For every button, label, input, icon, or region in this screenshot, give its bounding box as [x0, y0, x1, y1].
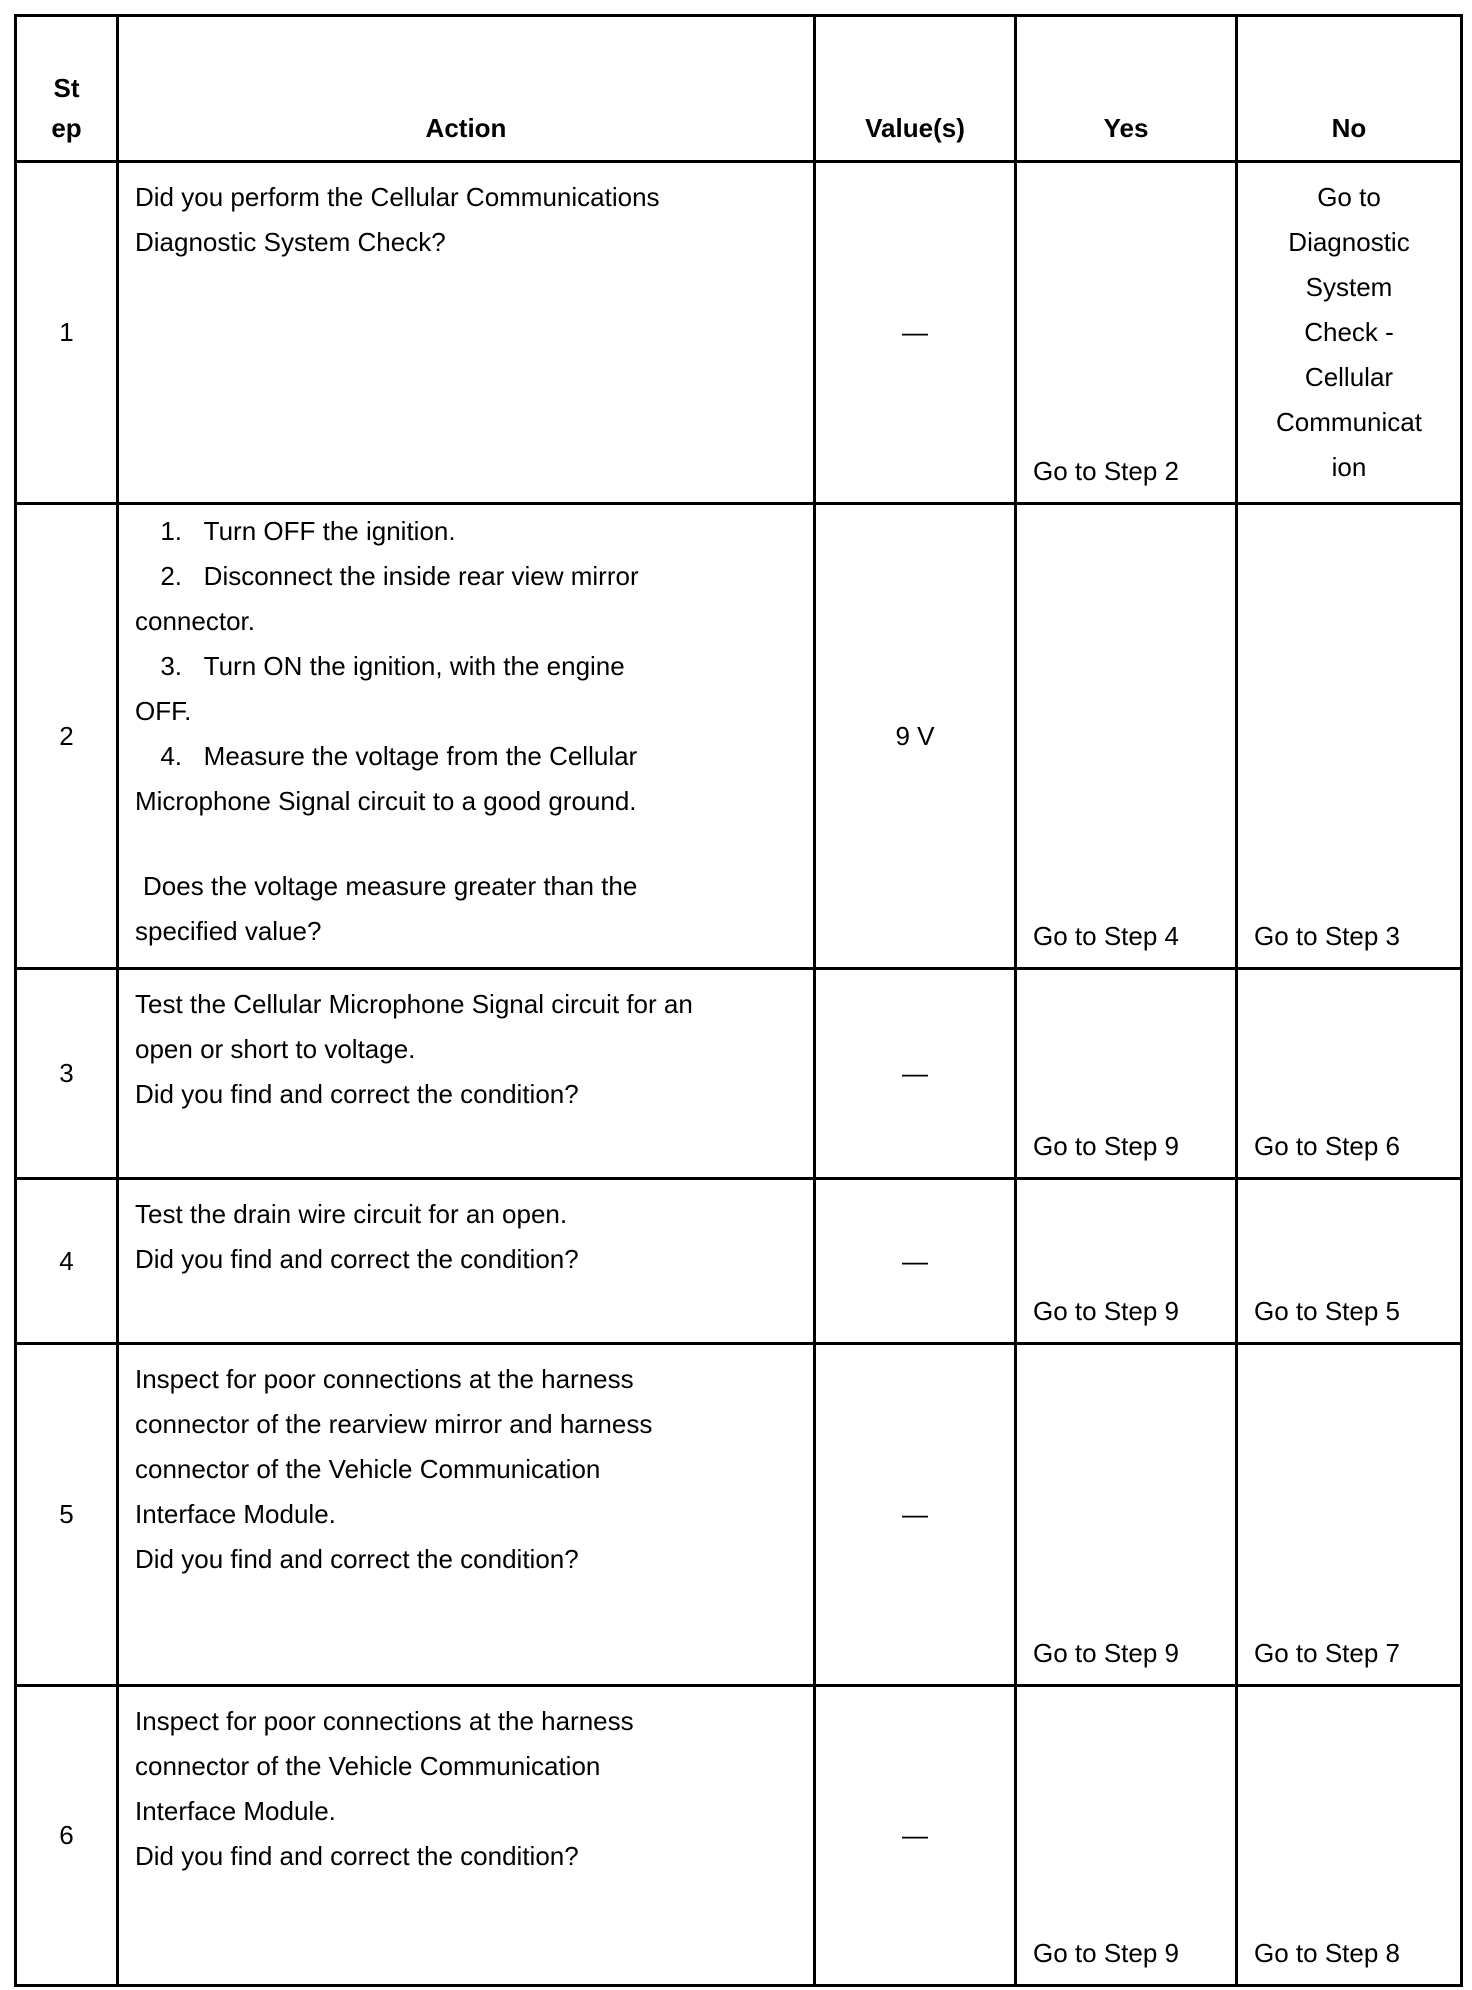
list-number: 1. [160, 516, 182, 546]
list-number: 4. [160, 741, 182, 771]
table-row [16, 162, 1462, 504]
action-cell [118, 1344, 815, 1686]
table-row [16, 969, 1462, 1179]
no-line: Go to [1317, 182, 1381, 212]
no-line: Cellular [1304, 362, 1394, 392]
value-cell: — [815, 1179, 1016, 1344]
list-continuation: connector. [135, 606, 255, 636]
yes-cell: Go to Step 4 [1016, 504, 1237, 969]
no-cell: Go to Step 7 [1237, 1344, 1462, 1686]
step-number: 1 [16, 162, 118, 504]
table-row [16, 1179, 1462, 1344]
action-line: open or short to voltage. [135, 1034, 416, 1064]
no-line: Diagnostic [1288, 227, 1410, 257]
table-row [16, 1344, 1462, 1686]
step-number: 3 [16, 969, 118, 1179]
action-line: connector of the rearview mirror and harness [135, 1409, 653, 1439]
no-cell: Go to Step 5 [1237, 1179, 1462, 1344]
yes-cell: Go to Step 9 [1016, 1344, 1237, 1686]
action-line: Diagnostic System Check? [135, 227, 446, 257]
no-line: ion [1331, 452, 1367, 482]
list-text: Disconnect the inside rear view mirror [203, 561, 639, 591]
list-continuation: OFF. [135, 696, 192, 726]
action-cell [118, 1179, 815, 1344]
value-cell: 9 V [815, 504, 1016, 969]
list-number: 3. [160, 651, 182, 681]
spacer [135, 824, 797, 864]
action-line: connector of the Vehicle Communication [135, 1454, 601, 1484]
action-line: connector of the Vehicle Communication [135, 1751, 601, 1781]
action-line: Did you find and correct the condition? [135, 1544, 579, 1574]
list-text: Turn OFF the ignition. [203, 516, 456, 546]
value-cell: — [815, 162, 1016, 504]
header-action: Action [118, 16, 815, 162]
value-cell: — [815, 1344, 1016, 1686]
no-cell: Go to Step 6 [1237, 969, 1462, 1179]
header-step-part-1: St [53, 73, 80, 103]
action-list-item [135, 734, 797, 779]
action-line: Test the Cellular Microphone Signal circuit for an [135, 989, 693, 1019]
action-line: Did you find and correct the condition? [135, 1841, 579, 1871]
action-list-item [135, 554, 797, 599]
value-cell: — [815, 969, 1016, 1179]
table-row [16, 504, 1462, 969]
header-row [16, 16, 1462, 162]
no-cell [1237, 162, 1462, 504]
header-step [16, 16, 118, 162]
step-number: 4 [16, 1179, 118, 1344]
action-line: Did you find and correct the condition? [135, 1079, 579, 1109]
question-line: Does the voltage measure greater than the [143, 871, 638, 901]
diagnostic-table [14, 14, 1463, 1987]
action-list-item [135, 644, 797, 689]
action-line: Interface Module. [135, 1499, 336, 1529]
list-continuation: Microphone Signal circuit to a good ground. [135, 786, 637, 816]
value-cell: — [815, 1686, 1016, 1986]
step-number: 6 [16, 1686, 118, 1986]
action-cell [118, 504, 815, 969]
action-line: Inspect for poor connections at the harness [135, 1364, 634, 1394]
no-cell: Go to Step 8 [1237, 1686, 1462, 1986]
action-cell [118, 1686, 815, 1986]
yes-cell: Go to Step 9 [1016, 1179, 1237, 1344]
action-line: Did you perform the Cellular Communications [135, 182, 660, 212]
action-cell [118, 969, 815, 1179]
yes-cell: Go to Step 9 [1016, 969, 1237, 1179]
step-number: 2 [16, 504, 118, 969]
header-no: No [1237, 16, 1462, 162]
action-line: Test the drain wire circuit for an open. [135, 1199, 568, 1229]
action-list-item [135, 509, 797, 554]
header-yes: Yes [1016, 16, 1237, 162]
header-values: Value(s) [815, 16, 1016, 162]
no-line: System [1305, 272, 1393, 302]
step-number: 5 [16, 1344, 118, 1686]
action-line: Interface Module. [135, 1796, 336, 1826]
yes-cell: Go to Step 9 [1016, 1686, 1237, 1986]
list-text: Turn ON the ignition, with the engine [203, 651, 625, 681]
table-row [16, 1686, 1462, 1986]
no-line: Check - [1304, 317, 1394, 347]
no-line: Communicat [1276, 407, 1422, 437]
yes-cell: Go to Step 2 [1016, 162, 1237, 504]
question-line: specified value? [135, 916, 322, 946]
list-number: 2. [160, 561, 182, 591]
header-step-part-2: ep [51, 113, 82, 143]
no-cell: Go to Step 3 [1237, 504, 1462, 969]
action-cell [118, 162, 815, 504]
action-line: Did you find and correct the condition? [135, 1244, 579, 1274]
action-line: Inspect for poor connections at the harness [135, 1706, 634, 1736]
list-text: Measure the voltage from the Cellular [203, 741, 638, 771]
